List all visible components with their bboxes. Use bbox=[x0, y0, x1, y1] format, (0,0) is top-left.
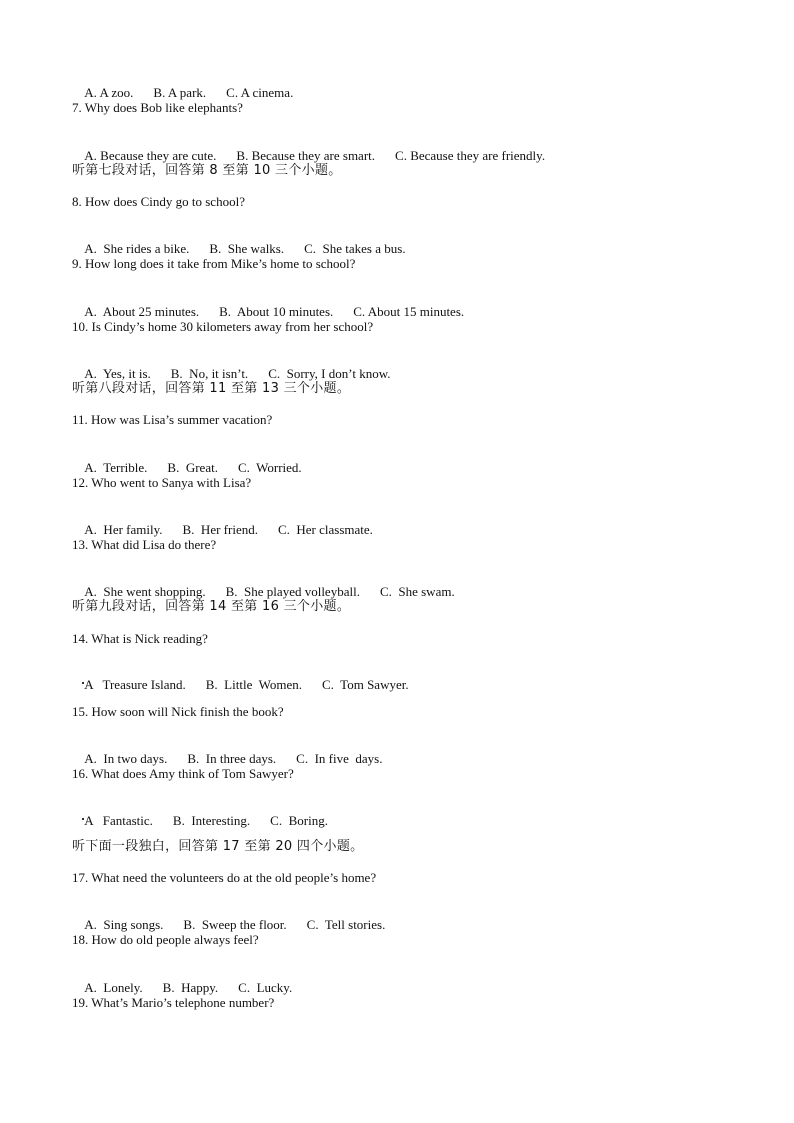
option-b: B. A park. bbox=[153, 85, 207, 100]
options-q14 bbox=[72, 661, 429, 709]
option-b: B. No, it isn’t. bbox=[170, 366, 249, 381]
option-c: C. Lucky. bbox=[238, 980, 293, 995]
question-7: 7. Why does Bob like elephants? bbox=[72, 100, 243, 115]
question-12: 12. Who went to Sanya with Lisa? bbox=[72, 475, 252, 490]
section-8-heading: 听第八段对话，回答第 11 至第 13 三个小题。 bbox=[72, 381, 351, 396]
option-c: C. Because they are friendly. bbox=[395, 148, 546, 163]
option-b: B. About 10 minutes. bbox=[219, 304, 334, 319]
option-a: A. She rides a bike. bbox=[84, 241, 190, 256]
section-7-heading: 听第七段对话，回答第 8 至第 10 三个小题。 bbox=[72, 163, 342, 178]
stray-dot-mark bbox=[82, 682, 84, 684]
option-b: B. Little Women. bbox=[205, 677, 302, 692]
option-b: B. Sweep the floor. bbox=[183, 917, 287, 932]
option-c: C. About 15 minutes. bbox=[353, 304, 465, 319]
monologue-heading: 听下面一段独白，回答第 17 至第 20 四个小题。 bbox=[72, 839, 364, 854]
option-a: A Fantastic. bbox=[84, 813, 153, 828]
option-b: B. Interesting. bbox=[172, 813, 251, 828]
option-b: B. She played volleyball. bbox=[225, 584, 360, 599]
option-c: C. Boring. bbox=[270, 813, 328, 828]
option-b: B. Her friend. bbox=[182, 522, 258, 537]
option-c: C. Tom Sawyer. bbox=[321, 677, 409, 692]
question-16: 16. What does Amy think of Tom Sawyer? bbox=[72, 766, 294, 781]
option-a: A. Her family. bbox=[84, 522, 163, 537]
question-8: 8. How does Cindy go to school? bbox=[72, 194, 245, 209]
question-15: 15. How soon will Nick finish the book? bbox=[72, 704, 284, 719]
question-9: 9. How long does it take from Mike’s home to school? bbox=[72, 256, 356, 271]
options-q16 bbox=[72, 797, 348, 845]
question-14: 14. What is Nick reading? bbox=[72, 631, 208, 646]
stray-dot-mark bbox=[82, 818, 84, 820]
option-b: B. Great. bbox=[167, 460, 218, 475]
question-11: 11. How was Lisa’s summer vacation? bbox=[72, 412, 273, 427]
option-a: A. About 25 minutes. bbox=[84, 304, 200, 319]
option-b: B. She walks. bbox=[209, 241, 285, 256]
option-c: C. She swam. bbox=[379, 584, 455, 599]
option-b: B. In three days. bbox=[187, 751, 277, 766]
option-a: A. Because they are cute. bbox=[84, 148, 217, 163]
question-13: 13. What did Lisa do there? bbox=[72, 537, 217, 552]
question-17: 17. What need the volunteers do at the old people’s home? bbox=[72, 870, 377, 885]
option-b: B. Happy. bbox=[162, 980, 219, 995]
option-a: A. In two days. bbox=[84, 751, 168, 766]
question-18: 18. How do old people always feel? bbox=[72, 932, 259, 947]
option-a: A. She went shopping. bbox=[84, 584, 206, 599]
option-a: A Treasure Island. bbox=[84, 677, 186, 692]
option-a: A. Terrible. bbox=[84, 460, 148, 475]
option-a: A. Sing songs. bbox=[84, 917, 164, 932]
question-10: 10. Is Cindy’s home 30 kilometers away from her school? bbox=[72, 319, 374, 334]
option-c: C. Her classmate. bbox=[277, 522, 373, 537]
option-b: B. Because they are smart. bbox=[236, 148, 376, 163]
option-c: C. She takes a bus. bbox=[304, 241, 406, 256]
option-a: A. A zoo. bbox=[84, 85, 134, 100]
option-c: C. A cinema. bbox=[226, 85, 294, 100]
option-c: C. Sorry, I don’t know. bbox=[268, 366, 391, 381]
question-19: 19. What’s Mario’s telephone number? bbox=[72, 995, 275, 1010]
section-9-heading: 听第九段对话，回答第 14 至第 16 三个小题。 bbox=[72, 599, 351, 614]
option-a: A. Yes, it is. bbox=[84, 366, 151, 381]
option-a: A. Lonely. bbox=[84, 980, 143, 995]
option-c: C. In five days. bbox=[296, 751, 383, 766]
option-c: C. Worried. bbox=[237, 460, 302, 475]
option-c: C. Tell stories. bbox=[306, 917, 386, 932]
